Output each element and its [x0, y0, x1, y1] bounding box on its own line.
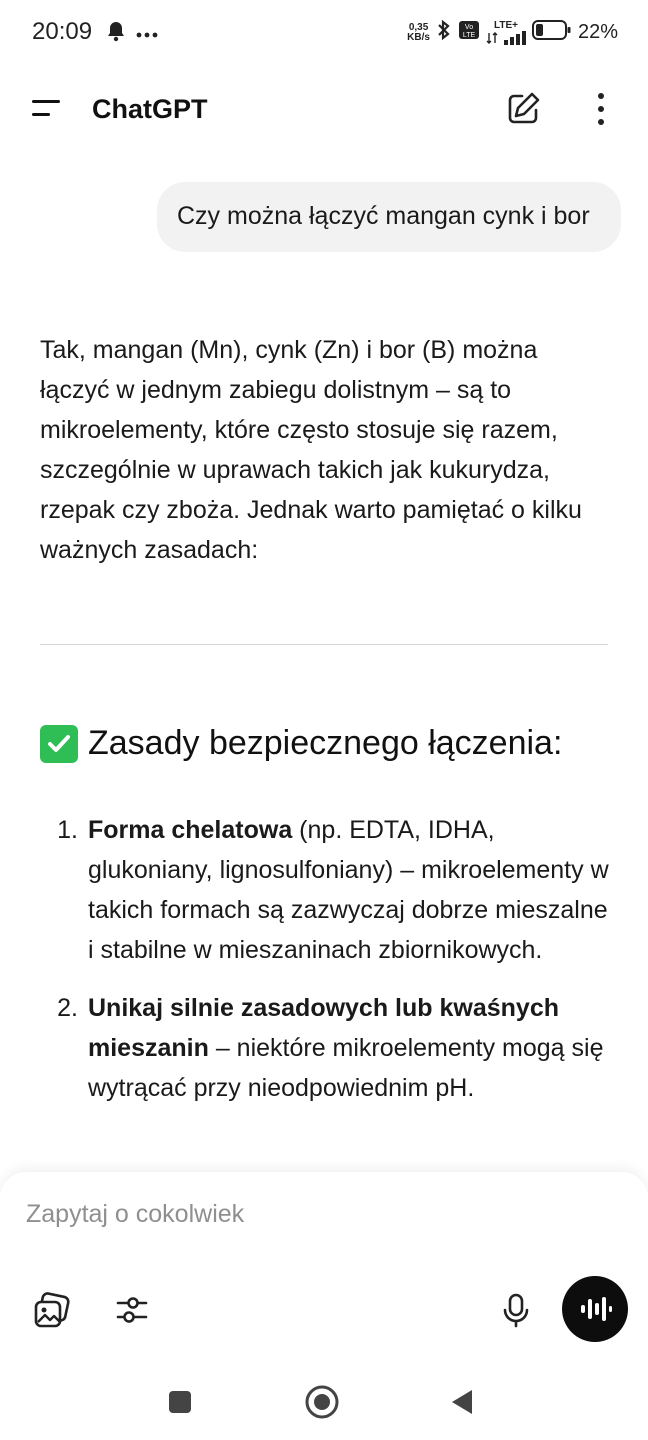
composer [0, 1172, 648, 1364]
chat-area[interactable] [0, 154, 648, 1174]
message-input[interactable] [26, 1200, 586, 1229]
recents-button[interactable] [160, 1382, 200, 1422]
audio-waveform-icon [578, 1294, 612, 1324]
svg-text:LTE: LTE [462, 32, 476, 39]
list-number: 1. [57, 816, 78, 844]
divider [40, 644, 608, 645]
tools-button[interactable] [110, 1288, 154, 1332]
back-button[interactable] [442, 1382, 482, 1422]
list-item-text: (np. EDTA, IDHA, glukoniany, lignosulfoniany) – mikroelementy w takich formach są zazwyczaj dobrze mieszalne i stabilne w mieszaninach zbiornikowych. [88, 816, 609, 964]
new-chat-button[interactable] [504, 90, 542, 128]
section-heading [40, 724, 562, 763]
section-title: Zasady bezpiecznego łączenia: [88, 724, 563, 762]
list-item [40, 810, 612, 970]
menu-icon [30, 96, 62, 122]
home-button[interactable] [302, 1382, 342, 1422]
check-mark-icon [40, 725, 78, 763]
attach-image-button[interactable] [30, 1288, 74, 1332]
edit-icon [504, 90, 542, 128]
volte-icon [458, 20, 480, 45]
battery-percent: 22% [577, 21, 618, 43]
status-system-icons [407, 18, 618, 47]
home-circle-icon [304, 1384, 340, 1420]
list-number: 2. [57, 994, 78, 1022]
svg-text:Vo: Vo [464, 24, 474, 31]
more-dots-icon [136, 25, 158, 43]
list-item-text: – niektóre mikroelementy mogą się wytrącać przy nieodpowiednim pH. [88, 1034, 604, 1102]
dictate-button[interactable] [494, 1288, 538, 1332]
microphone-icon [496, 1290, 536, 1330]
bell-icon [106, 20, 126, 47]
list-item-title: Unikaj silnie zasadowych lub kwaśnych mieszanin [88, 994, 559, 1062]
rules-list [40, 810, 612, 1126]
signal-icon: LTE+ [486, 21, 526, 45]
list-text [88, 810, 612, 970]
more-options-button[interactable] [586, 90, 616, 128]
assistant-reply-intro: Tak, mangan (Mn), cynk (Zn) i bor (B) można łączyć w jednym zabiegu dolistnym – są to mikroelementy, które często stosuje się razem, szczególnie w uprawach takich jak kukurydza, rzepak czy zboża. Jednak warto pamiętać o kilku ważnych zasadach: [40, 336, 582, 564]
app-header [0, 66, 648, 154]
status-time: 20:09 [32, 18, 93, 45]
status-bar [0, 0, 648, 66]
sliders-icon [112, 1290, 152, 1330]
voice-mode-button[interactable] [562, 1276, 628, 1342]
bluetooth-icon [436, 18, 452, 47]
list-item [40, 988, 612, 1108]
status-notification-icons [106, 20, 158, 47]
list-text [88, 988, 612, 1108]
user-message: Czy można łączyć mangan cynk i bor [157, 182, 621, 252]
image-gallery-icon [32, 1290, 72, 1330]
net-speed: 0,35 KB/s [407, 21, 430, 43]
menu-button[interactable] [30, 96, 62, 122]
more-vertical-icon [586, 90, 616, 128]
app-title: ChatGPT [92, 94, 208, 124]
square-icon [167, 1389, 193, 1415]
system-nav-bar [0, 1364, 648, 1440]
battery-icon [532, 19, 572, 46]
back-triangle-icon [448, 1387, 476, 1417]
list-item-title: Forma chelatowa [88, 816, 293, 844]
